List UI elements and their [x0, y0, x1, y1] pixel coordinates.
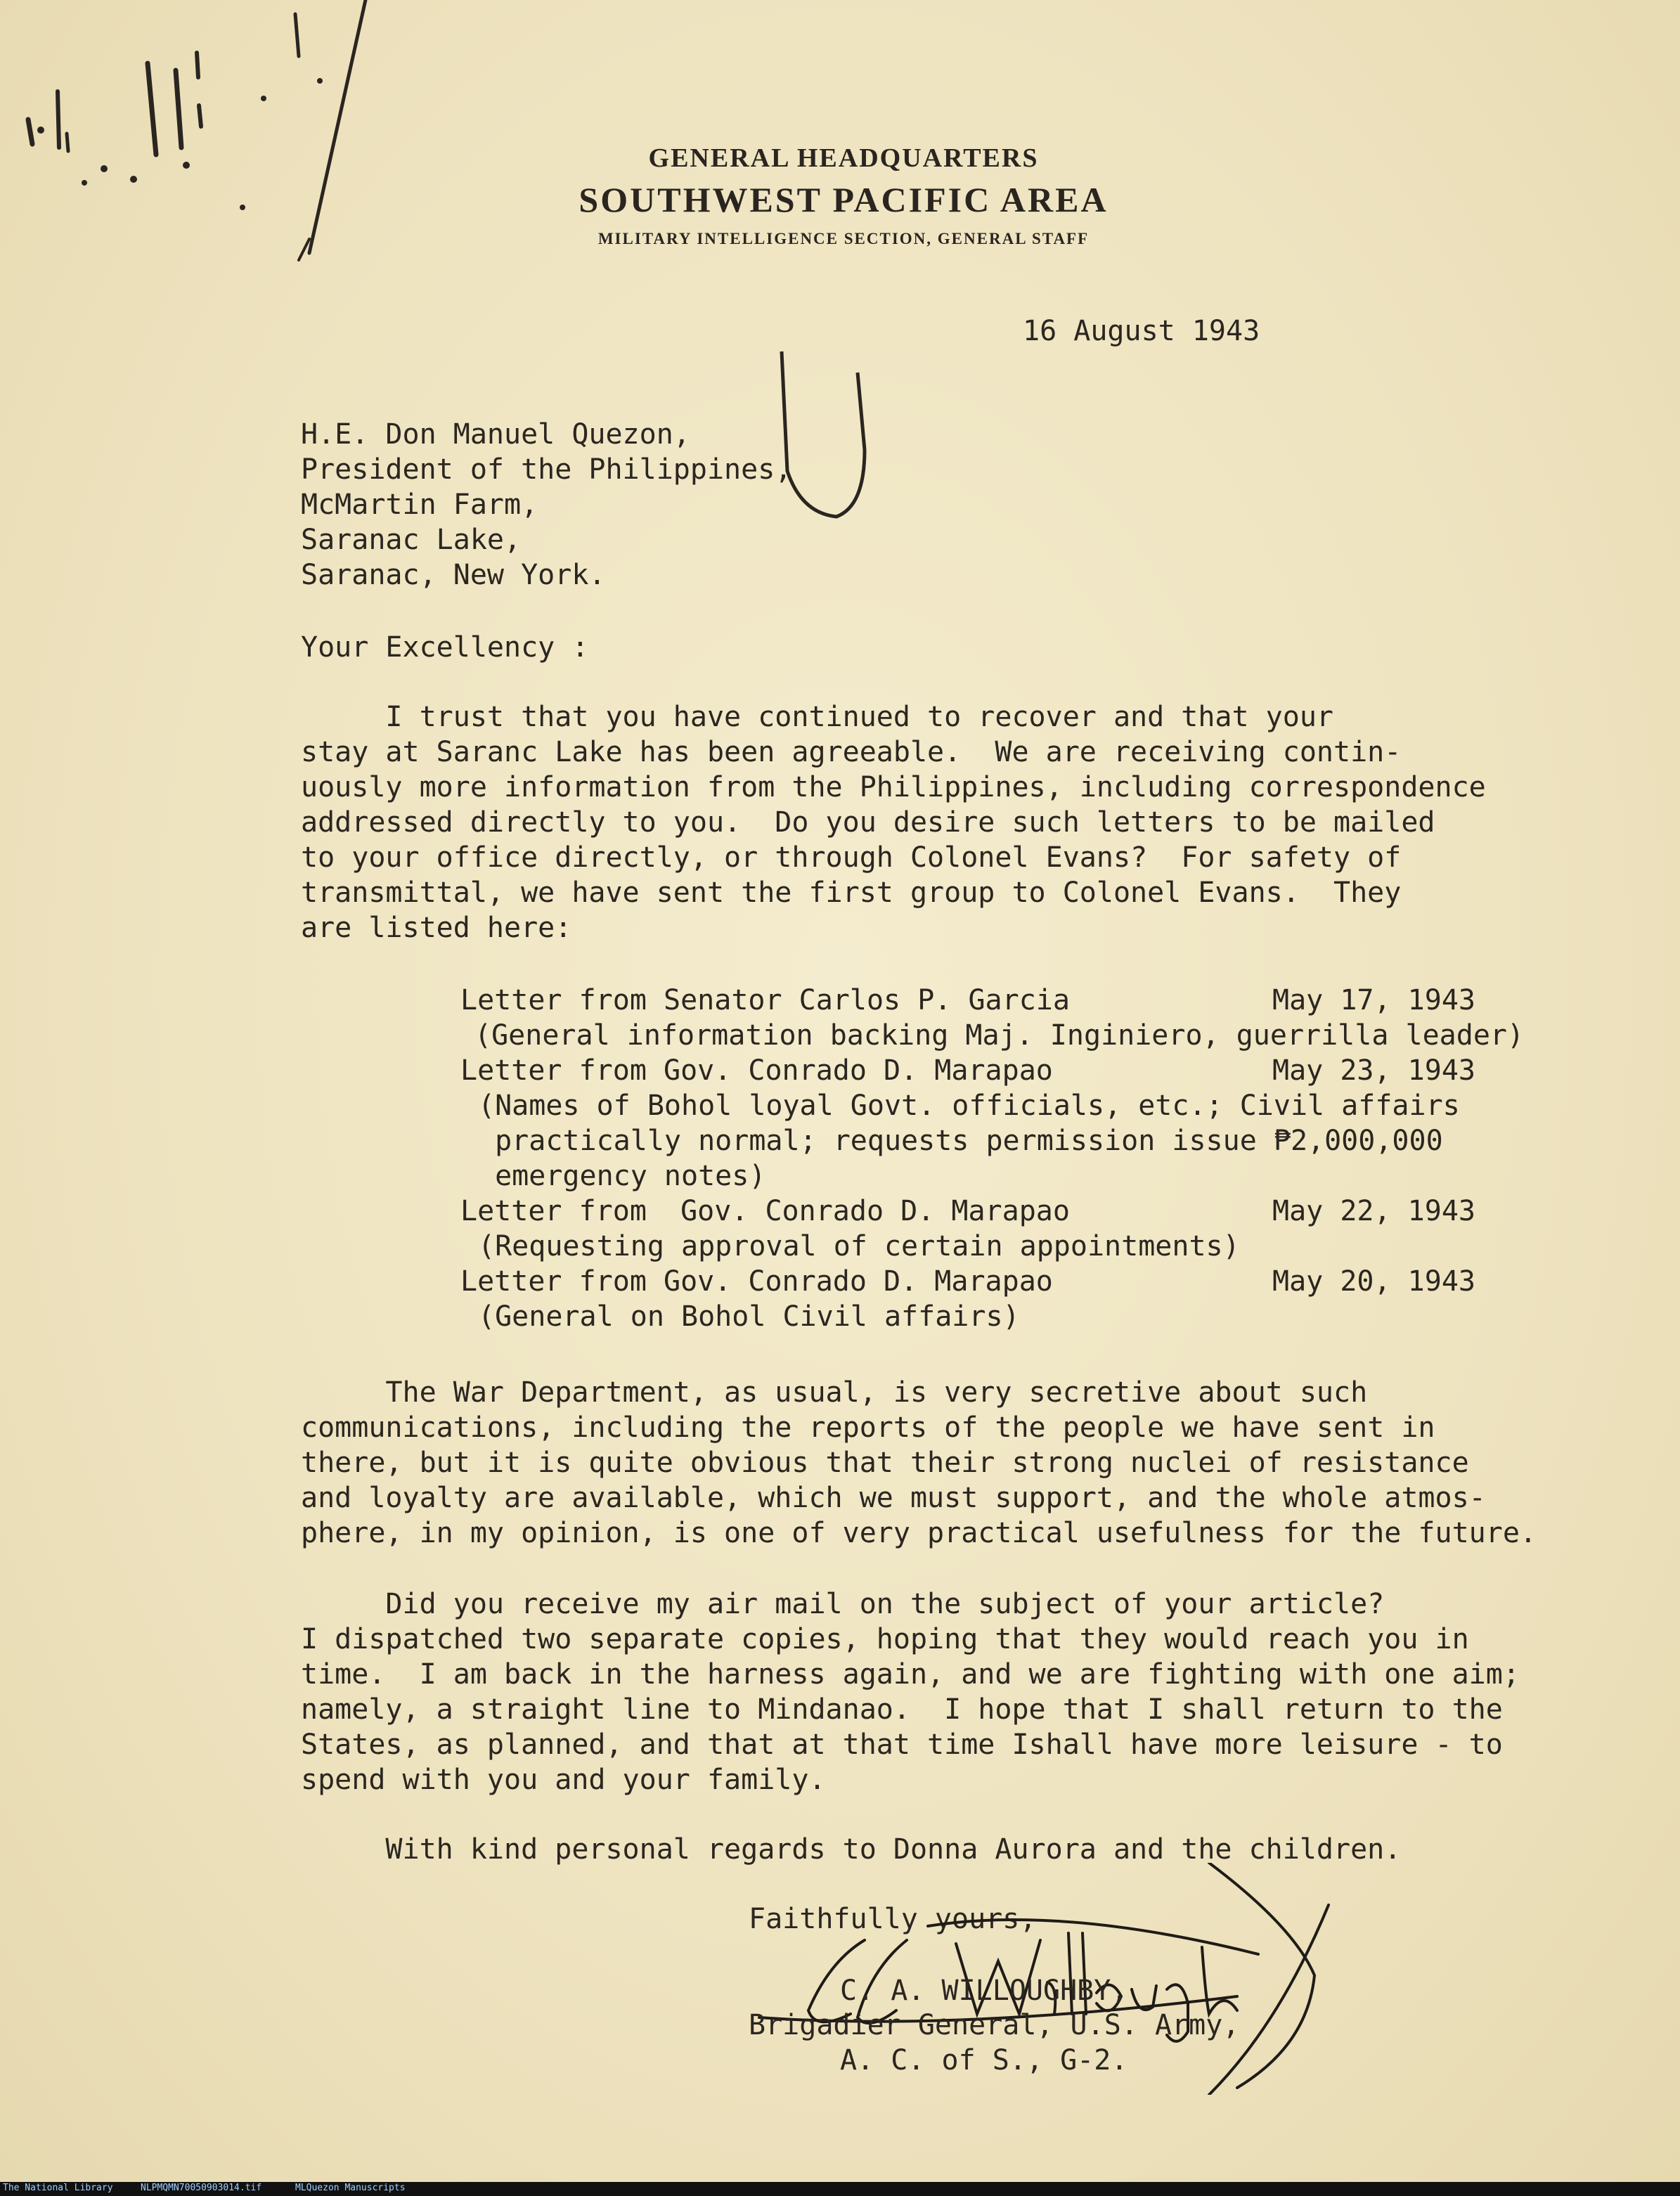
- text-line: uously more information from the Philippines, including correspondence: [301, 771, 1486, 803]
- text-line: I dispatched two separate copies, hoping that they would reach you in: [301, 1623, 1469, 1655]
- letterhead-line-3: MILITARY INTELLIGENCE SECTION, GENERAL STAFF: [597, 230, 1090, 247]
- address-line: Saranac, New York.: [301, 559, 606, 591]
- text-line: and loyalty are available, which we must support, and the whole atmos-: [301, 1482, 1486, 1514]
- letterhead-line-2: SOUTHWEST PACIFIC AREA: [579, 180, 1109, 219]
- text-line: stay at Saranc Lake has been agreeable. We are receiving contin-: [301, 736, 1402, 768]
- letter-note: practically normal; requests permission issue ₱2,000,000: [478, 1125, 1443, 1157]
- letter-date: May 23, 1943: [1272, 1054, 1475, 1087]
- archive-footer-bar: [0, 2182, 1680, 2196]
- text-line: Did you receive my air mail on the subject of your article?: [301, 1588, 1385, 1620]
- text-line: I trust that you have continued to recover and that your: [301, 701, 1334, 733]
- text-line: States, as planned, and that at that time Ishall have more leisure - to: [301, 1729, 1503, 1761]
- text-line: are listed here:: [301, 912, 572, 944]
- letter-title: Letter from Gov. Conrado D. Marapao: [460, 1054, 1053, 1087]
- text-line: addressed directly to you. Do you desire such letters to be mailed: [301, 806, 1435, 839]
- letter-note: (General on Bohol Civil affairs): [478, 1300, 1020, 1333]
- text-line: communications, including the reports of the people we have sent in: [301, 1412, 1435, 1444]
- letter-date: 16 August 1943: [1023, 315, 1260, 347]
- text-line: time. I am back in the harness again, and we are fighting with one aim;: [301, 1658, 1520, 1691]
- handwritten-u-mark: [759, 344, 872, 534]
- address-line: McMartin Farm,: [301, 489, 538, 521]
- address-line: Saranac Lake,: [301, 524, 522, 556]
- address-line: President of the Philippines,: [301, 453, 792, 486]
- letterhead-line-1: GENERAL HEADQUARTERS: [648, 143, 1039, 173]
- salutation: Your Excellency :: [301, 631, 589, 664]
- signatory-title: Brigadier General, U.S. Army,: [749, 2009, 1240, 2041]
- letter-note: emergency notes): [478, 1160, 766, 1192]
- text-line: spend with you and your family.: [301, 1764, 826, 1796]
- signatory-office: A. C. of S., G-2.: [840, 2044, 1128, 2076]
- letter-note: (Names of Bohol loyal Govt. officials, etc.; Civil affairs: [478, 1090, 1460, 1122]
- letter-note: (Requesting approval of certain appointments): [478, 1230, 1240, 1262]
- letter-title: Letter from Senator Carlos P. Garcia: [460, 984, 1070, 1016]
- letter-date: May 20, 1943: [1272, 1265, 1475, 1298]
- letter-title: Letter from Gov. Conrado D. Marapao: [460, 1265, 1053, 1298]
- address-line: H.E. Don Manuel Quezon,: [301, 418, 690, 451]
- letter-date: May 17, 1943: [1272, 984, 1475, 1016]
- text-line: phere, in my opinion, is one of very practical usefulness for the future.: [301, 1517, 1537, 1549]
- text-line: to your office directly, or through Colonel Evans? For safety of: [301, 841, 1402, 874]
- letter-date: May 22, 1943: [1272, 1195, 1475, 1227]
- text-line: there, but it is quite obvious that their strong nuclei of resistance: [301, 1447, 1469, 1479]
- footer-library: The National Library: [3, 2183, 113, 2193]
- footer-file: NLPMQMN70050903014.tif: [141, 2183, 262, 2193]
- valediction: Faithfully yours,: [749, 1903, 1037, 1935]
- closing-regards: With kind personal regards to Donna Aurora and the children.: [301, 1833, 1402, 1866]
- letter-title: Letter from Gov. Conrado D. Marapao: [460, 1195, 1070, 1227]
- text-line: transmittal, we have sent the first group to Colonel Evans. They: [301, 877, 1402, 909]
- signatory-name: C. A. WILLOUGHBY,: [840, 1975, 1128, 2007]
- text-line: namely, a straight line to Mindanao. I hope that I shall return to the: [301, 1693, 1503, 1726]
- letter-note: (General information backing Maj. Inginiero, guerrilla leader): [474, 1019, 1525, 1052]
- text-line: The War Department, as usual, is very secretive about such: [301, 1376, 1368, 1409]
- footer-collection: MLQuezon Manuscripts: [295, 2183, 406, 2193]
- pen-marks: [0, 0, 422, 267]
